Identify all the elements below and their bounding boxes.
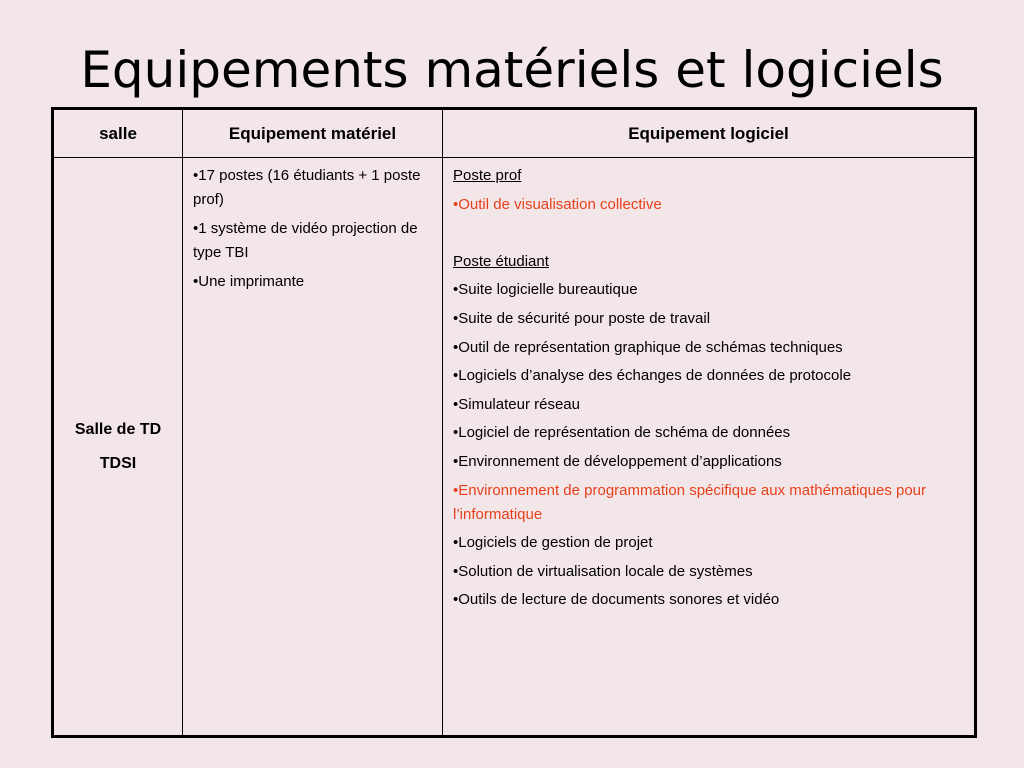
logiciel-item: •Outils de lecture de documents sonores et vidéo — [453, 591, 780, 609]
logiciel-item: •Solution de virtualisation locale de systèmes — [453, 562, 753, 580]
materiel-cell — [183, 158, 443, 737]
salle-code: TDSI — [99, 454, 137, 472]
slide-title: Equipements matériels et logiciels — [80, 41, 944, 99]
salle-name: Salle de TD — [74, 420, 162, 438]
header-materiel: Equipement matériel — [183, 109, 443, 158]
table-header-row — [53, 109, 976, 158]
logiciel-item: •Outil de représentation graphique de schémas techniques — [453, 338, 843, 356]
header-salle: salle — [53, 109, 183, 158]
spacer — [453, 221, 964, 245]
materiel-list — [193, 164, 432, 294]
logiciel-item: •Suite de sécurité pour poste de travail — [453, 309, 711, 327]
materiel-item: •1 système de vidéo projection de type TBI — [193, 220, 418, 261]
logiciel-item: •Environnement de développement d’applications — [453, 452, 782, 470]
logiciel-list — [453, 164, 964, 612]
materiel-item: •17 postes (16 étudiants + 1 poste prof) — [193, 167, 421, 208]
logiciel-item: •Suite logicielle bureautique — [453, 281, 638, 299]
logiciel-cell — [443, 158, 976, 737]
poste-prof-heading: Poste prof — [453, 167, 522, 184]
logiciel-item: •Logiciels de gestion de projet — [453, 534, 653, 552]
logiciel-item: •Logiciel de représentation de schéma de données — [453, 424, 791, 442]
table-row — [53, 158, 976, 737]
logiciel-item: •Logiciels d’analyse des échanges de données de protocole — [453, 367, 852, 385]
logiciel-item: •Simulateur réseau — [453, 395, 580, 413]
materiel-item: •Une imprimante — [193, 273, 305, 290]
logiciel-item: •Outil de visualisation collective — [453, 195, 662, 213]
logiciel-item: •Environnement de programmation spécifique aux mathématiques pour l’informatique — [453, 481, 927, 523]
header-logiciel: Equipement logiciel — [443, 109, 976, 158]
poste-etudiant-heading: Poste étudiant — [453, 252, 549, 270]
equipment-table — [51, 107, 977, 738]
salle-cell — [53, 158, 183, 737]
